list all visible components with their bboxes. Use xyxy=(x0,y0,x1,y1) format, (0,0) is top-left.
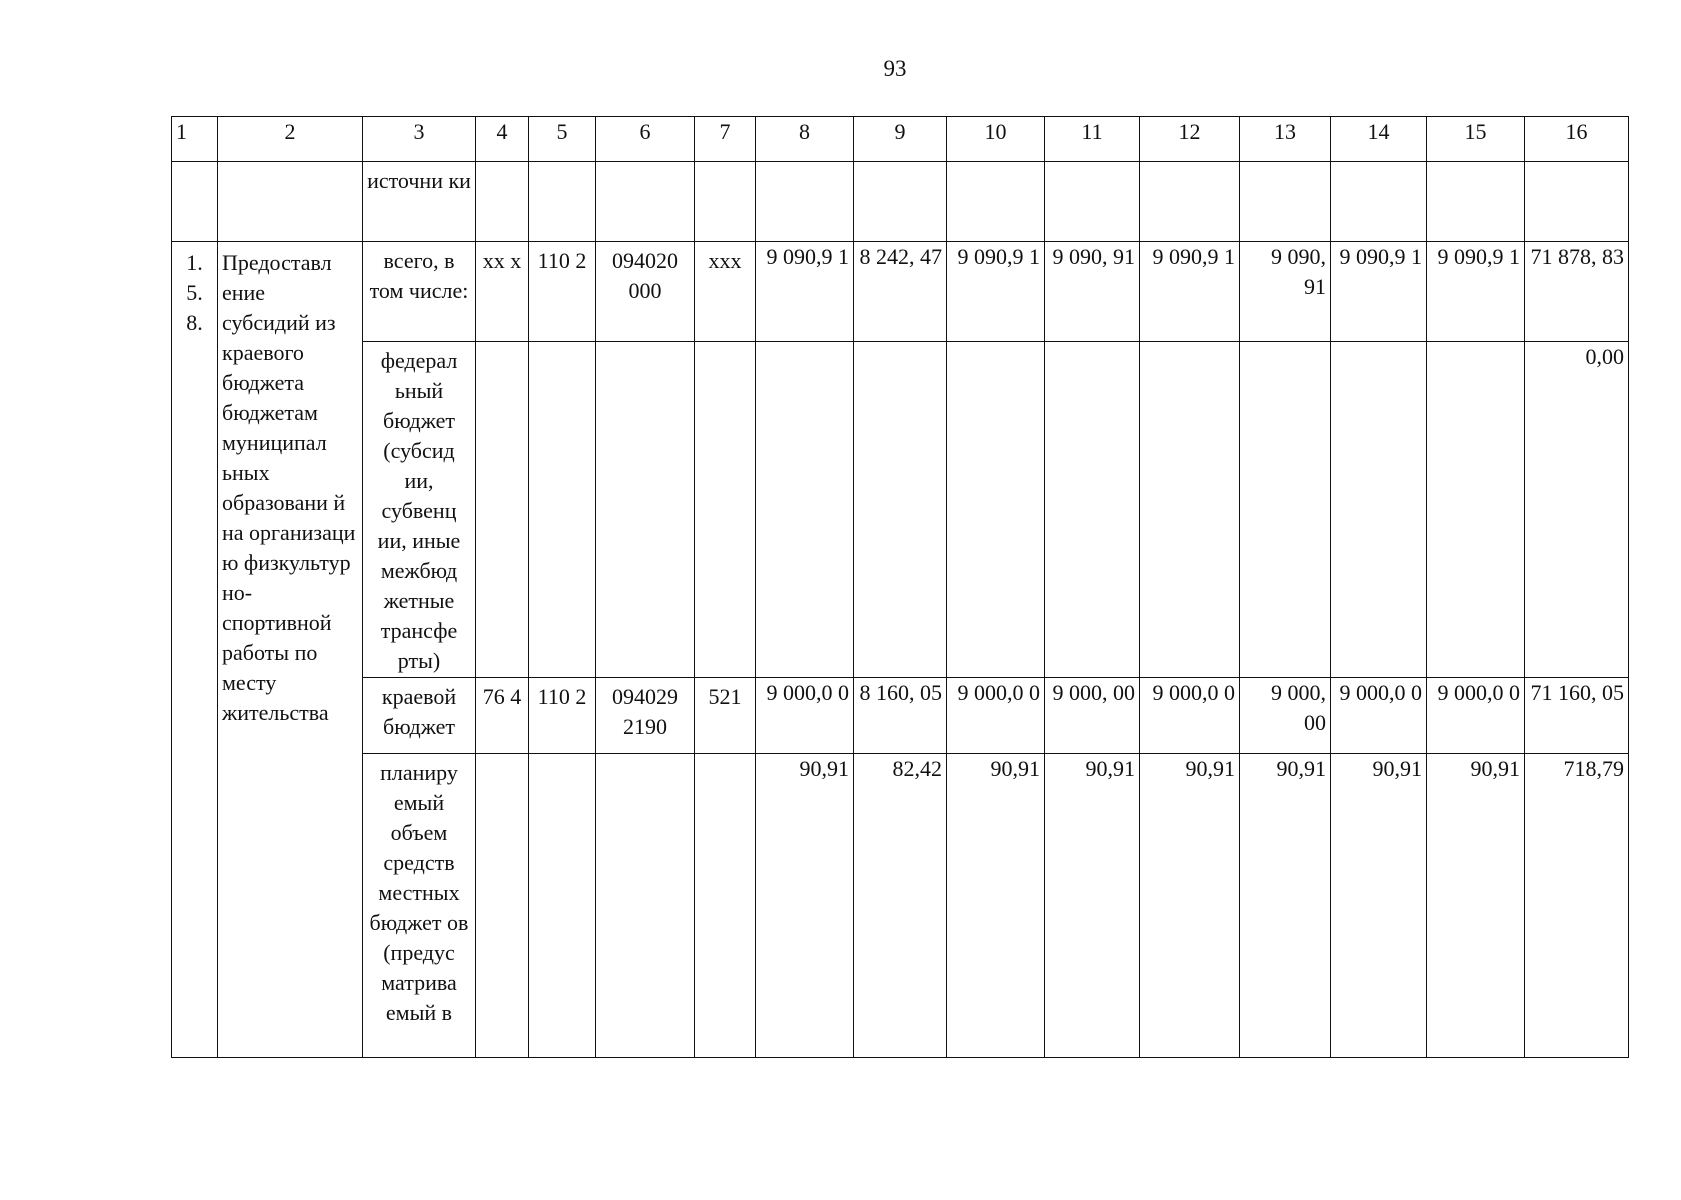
value-cell xyxy=(854,342,947,678)
table-row xyxy=(172,754,1629,1058)
value-cell: 90,91 xyxy=(1140,754,1240,1058)
value-cell xyxy=(1331,342,1427,678)
value-cell: 90,91 xyxy=(1240,754,1331,1058)
value-cell: 9 090, 91 xyxy=(1045,242,1140,342)
value-cell: 82,42 xyxy=(854,754,947,1058)
table-cell: 76 4 xyxy=(476,678,529,754)
value-cell: 9 000, 00 xyxy=(1240,678,1331,754)
budget-table xyxy=(171,116,1629,1058)
value-cell: 9 090,9 1 xyxy=(756,242,854,342)
value-cell xyxy=(947,342,1045,678)
col-header: 1 xyxy=(172,117,218,162)
value-cell: 9 000,0 0 xyxy=(1427,678,1525,754)
col-header: 13 xyxy=(1240,117,1331,162)
value-cell: 9 000, 00 xyxy=(1045,678,1140,754)
table-row xyxy=(172,342,1629,678)
row-index: 1. 5. 8. xyxy=(172,242,218,1058)
value-cell: 718,79 xyxy=(1525,754,1629,1058)
header-row xyxy=(172,117,1629,162)
col-header: 7 xyxy=(695,117,756,162)
table-cell xyxy=(596,342,695,678)
value-cell: 9 000,0 0 xyxy=(756,678,854,754)
value-cell xyxy=(1140,342,1240,678)
table-cell xyxy=(529,754,596,1058)
value-cell xyxy=(1427,342,1525,678)
source-cell: планиру емый объем средств местных бюджет ов (предус матрива емый в xyxy=(363,754,476,1058)
table-cell: 110 2 xyxy=(529,678,596,754)
table-row xyxy=(172,678,1629,754)
sources-row xyxy=(172,162,1629,242)
table-cell: xx x xyxy=(476,242,529,342)
sources-label: источни ки xyxy=(363,162,476,242)
page-number: 93 xyxy=(883,56,907,81)
table-cell: 094020 000 xyxy=(596,242,695,342)
table-row xyxy=(172,242,1629,342)
table-cell xyxy=(529,342,596,678)
source-cell: федерал ьный бюджет (субсид ии, субвенц ии, иные межбюд жетные трансфе рты) xyxy=(363,342,476,678)
value-cell: 9 000,0 0 xyxy=(947,678,1045,754)
col-header: 8 xyxy=(756,117,854,162)
value-cell: 90,91 xyxy=(1045,754,1140,1058)
value-cell: 9 090,9 1 xyxy=(1427,242,1525,342)
col-header: 15 xyxy=(1427,117,1525,162)
value-cell: 8 242, 47 xyxy=(854,242,947,342)
col-header: 11 xyxy=(1045,117,1140,162)
value-cell: 90,91 xyxy=(1427,754,1525,1058)
value-cell: 9 000,0 0 xyxy=(1140,678,1240,754)
value-cell xyxy=(1045,342,1140,678)
value-cell xyxy=(756,342,854,678)
table-cell xyxy=(695,754,756,1058)
col-header: 9 xyxy=(854,117,947,162)
value-cell: 9 090,9 1 xyxy=(947,242,1045,342)
source-cell: всего, в том числе: xyxy=(363,242,476,342)
col-header: 5 xyxy=(529,117,596,162)
value-cell: 90,91 xyxy=(1331,754,1427,1058)
value-cell: 8 160, 05 xyxy=(854,678,947,754)
value-cell xyxy=(1240,342,1331,678)
value-cell: 71 160, 05 xyxy=(1525,678,1629,754)
source-cell: краевой бюджет xyxy=(363,678,476,754)
value-cell: 9 090,9 1 xyxy=(1140,242,1240,342)
col-header: 4 xyxy=(476,117,529,162)
table-cell xyxy=(596,754,695,1058)
col-header: 16 xyxy=(1525,117,1629,162)
value-cell: 0,00 xyxy=(1525,342,1629,678)
col-header: 12 xyxy=(1140,117,1240,162)
col-header: 2 xyxy=(218,117,363,162)
table-cell: 110 2 xyxy=(529,242,596,342)
table-cell xyxy=(476,754,529,1058)
table-cell xyxy=(695,342,756,678)
col-header: 14 xyxy=(1331,117,1427,162)
table-cell: 521 xyxy=(695,678,756,754)
value-cell: 71 878, 83 xyxy=(1525,242,1629,342)
value-cell: 9 090,9 1 xyxy=(1331,242,1427,342)
col-header: 6 xyxy=(596,117,695,162)
value-cell: 90,91 xyxy=(947,754,1045,1058)
row-name: Предоставл ение субсидий из краевого бюджета бюджетам муниципал ьных образовани й на организаци ю физкультур но- спортивной работы по месту жительства xyxy=(218,242,363,1058)
col-header: 10 xyxy=(947,117,1045,162)
col-header: 3 xyxy=(363,117,476,162)
value-cell: 9 090, 91 xyxy=(1240,242,1331,342)
table-cell: xxx xyxy=(695,242,756,342)
table-cell xyxy=(476,342,529,678)
value-cell: 90,91 xyxy=(756,754,854,1058)
value-cell: 9 000,0 0 xyxy=(1331,678,1427,754)
table-cell: 094029 2190 xyxy=(596,678,695,754)
